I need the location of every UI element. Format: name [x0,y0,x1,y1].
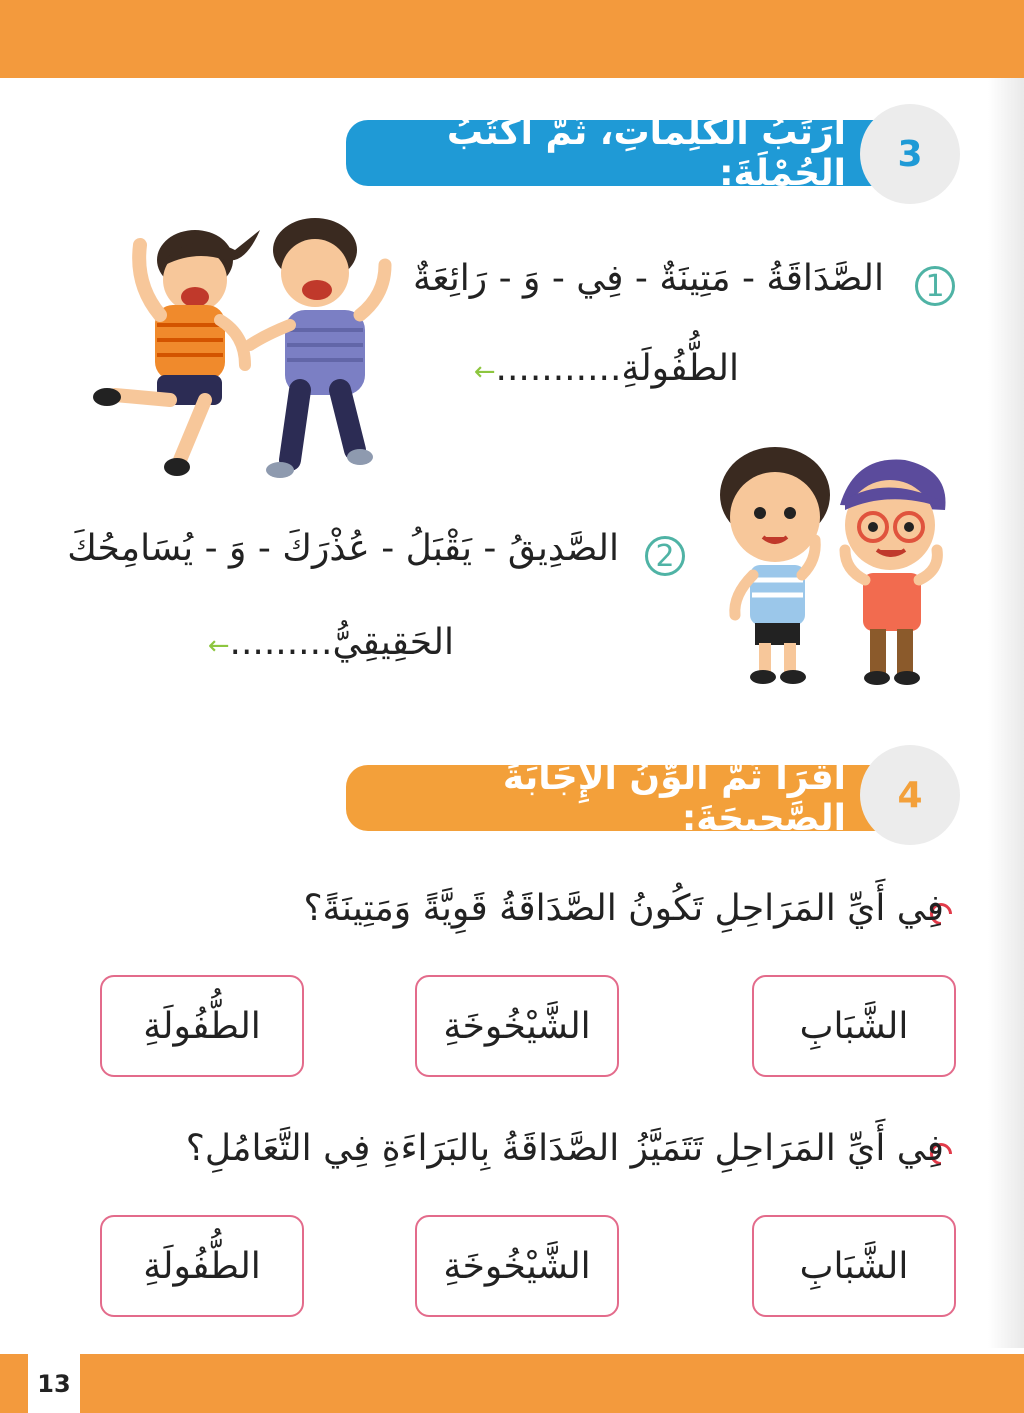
q1-option-childhood[interactable]: الطُّفُولَةِ [100,975,304,1077]
q1-option-youth[interactable]: الشَّبَابِ [752,975,956,1077]
top-orange-bar [0,0,1024,78]
item-1-answer-line[interactable] [474,348,739,389]
item-2-answer-line[interactable] [208,622,454,663]
section-4-number: 4 [860,745,960,845]
q2-option-old-age[interactable]: الشَّيْخُوخَةِ [415,1215,619,1317]
section-3-number: 3 [860,104,960,204]
item-2-dots: ......... [229,622,333,663]
q2-option-childhood[interactable]: الطُّفُولَةِ [100,1215,304,1317]
question-2-text: فِي أَيِّ المَرَاحِلِ تَتَمَيَّزُ الصَّدَاقَةُ بِالبَرَاءَةِ فِي التَّعَامُلِ؟ [185,1128,944,1169]
bottom-orange-bar [0,1354,1024,1413]
item-2-arrow-icon: ← [207,631,230,661]
running-boys-illustration [85,205,405,495]
standing-boys-illustration [705,445,960,690]
item-2-number: 2 [645,536,685,576]
question-1-text: فِي أَيِّ المَرَاحِلِ تَكُونُ الصَّدَاقَةُ قَوِيَّةً وَمَتِينَةً؟ [303,888,944,929]
section-3-title: أُرَتِّبُ الكَلِماتِ، ثُمَّ أَكْتُبُ الجُمْلَةَ: [346,120,906,186]
item-2-words: الصَّدِيقُ - يَقْبَلُ - عُذْرَكَ - وَ - يُسَامِحُكَ [67,528,619,569]
item-1-dots: ........... [495,348,622,389]
item-2-continuation: الحَقِيقِيُّ [332,622,454,663]
page-number: 13 [24,1354,80,1413]
item-1-continuation: الطُّفُولَةِ [621,348,739,389]
q1-option-old-age[interactable]: الشَّيْخُوخَةِ [415,975,619,1077]
item-1-arrow-icon: ← [473,357,496,387]
page-edge-shadow [988,78,1024,1348]
item-1-words: الصَّدَاقَةُ - مَتِينَةٌ - فِي - وَ - رَائِعَةٌ [413,258,884,299]
item-1-number: 1 [915,266,955,306]
q2-option-youth[interactable]: الشَّبَابِ [752,1215,956,1317]
section-4-title: أَقْرَأُ ثُمَّ أُلَوِّنُ الإِجَابَةَ الصَّحِيحَةَ: [346,765,906,831]
